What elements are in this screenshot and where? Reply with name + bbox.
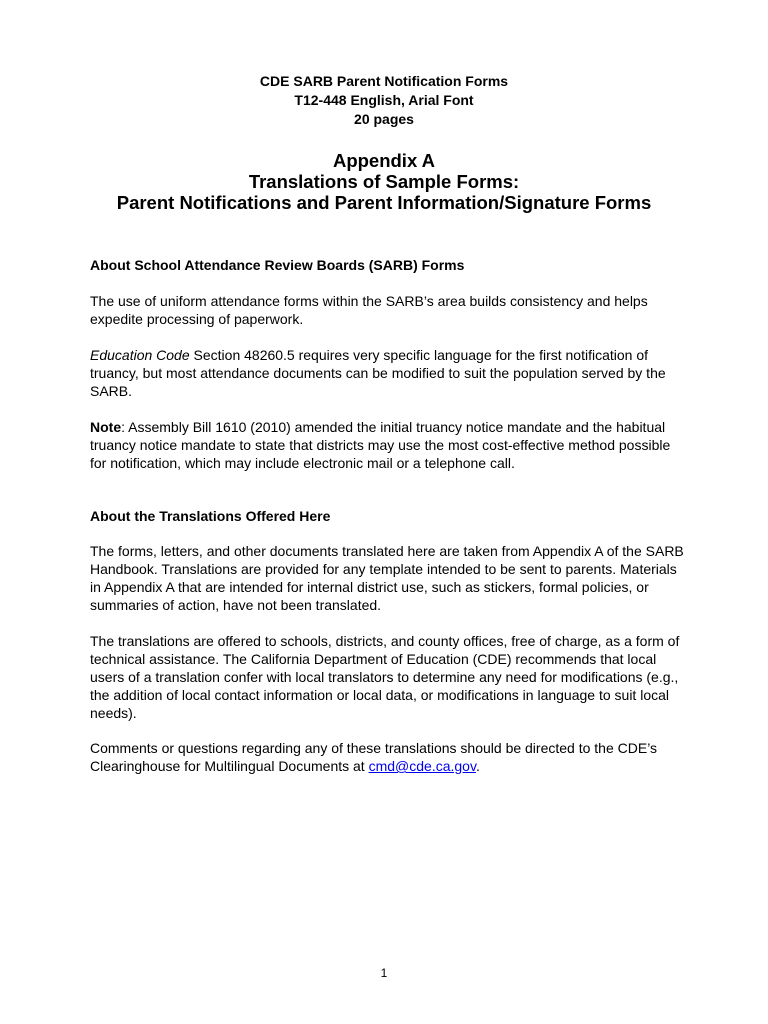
section-1-paragraph-3-text xyxy=(90,418,690,472)
header-line-2: T12-448 English, Arial Font xyxy=(294,92,474,108)
section-1-paragraph-3 xyxy=(90,418,690,472)
section-1-paragraph-2 xyxy=(90,346,690,400)
section-2-paragraph-1 xyxy=(90,542,690,614)
section-1-paragraph-1 xyxy=(90,292,690,328)
title-line-2: Translations of Sample Forms: xyxy=(248,171,520,192)
section-2-paragraph-3-lead: Comments or questions regarding any of these translations should be directed to the CDE’s Clearinghouse for Multilingual Documents at xyxy=(90,740,658,774)
education-code-italic: Education Code xyxy=(90,347,190,363)
section-2-paragraph-2-text: The translations are offered to schools, districts, and county offices, free of charge, as a form of technical assistance. The California Department of Education (CDE) recommends that local users of a translation confer with local translators to determine any need for modifications (e.g., the addition of local contact information or local data, or modifications in language to suit local needs). xyxy=(90,633,680,721)
section-2-paragraph-1-text: The forms, letters, and other documents translated here are taken from Appendix A of the SARB Handbook. Translations are provided for any template intended to be sent to parents. Materials in Appendix A that are intended for internal district use, such as stickers, formal policies, or summaries of action, have not been translated. xyxy=(90,543,684,613)
section-2-paragraph-2 xyxy=(90,632,690,722)
email-link[interactable]: cmd@cde.ca.gov xyxy=(368,758,476,774)
document-header xyxy=(0,72,768,129)
page-number: 1 xyxy=(380,966,388,980)
section-1-paragraph-2-text xyxy=(90,346,690,400)
section-1-paragraph-1-text: The use of uniform attendance forms within the SARB’s area builds consistency and helps expedite processing of paperwork. xyxy=(90,293,648,327)
section-1-heading: About School Attendance Review Boards (SARB) Forms xyxy=(90,257,465,273)
section-2-paragraph-3-end: . xyxy=(475,758,480,774)
section-2-heading: About the Translations Offered Here xyxy=(90,508,331,524)
section-1-paragraph-2-rest: Section 48260.5 requires very specific language for the first notification of truancy, but most attendance documents can be modified to suit the population served by the SARB. xyxy=(90,347,666,399)
note-label: Note xyxy=(90,419,122,435)
title-line-3: Parent Notifications and Parent Information/Signature Forms xyxy=(116,192,652,213)
section-1-paragraph-3-rest: : Assembly Bill 1610 (2010) amended the initial truancy notice mandate and the habitual truancy notice mandate to state that districts may use the most cost-effective method possible for notification, which may include electronic mail or a telephone call. xyxy=(90,419,671,471)
header-line-1: CDE SARB Parent Notification Forms xyxy=(259,73,509,89)
section-2-paragraph-3-text xyxy=(90,739,690,775)
title-line-1: Appendix A xyxy=(332,150,436,171)
header-line-3: 20 pages xyxy=(354,111,414,127)
document-title xyxy=(0,150,768,213)
section-2-paragraph-3 xyxy=(90,739,690,775)
